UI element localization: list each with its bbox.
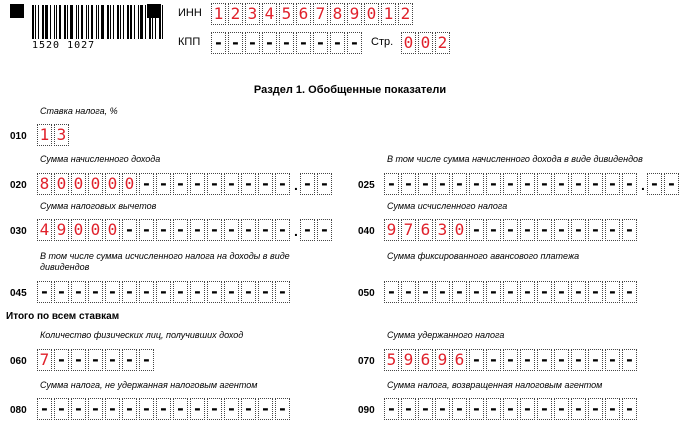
barcode-bar	[88, 5, 89, 39]
char-cell: -	[241, 219, 256, 241]
char-cell: -	[258, 173, 273, 195]
char-cell: -	[224, 398, 239, 420]
field-010-input[interactable]	[37, 124, 71, 146]
char-cell: -	[605, 349, 620, 371]
char-cell: -	[88, 349, 103, 371]
char-cell: -	[537, 398, 552, 420]
barcode-number: 1520 1027	[32, 40, 96, 51]
field-090-label: Сумма налога, возвращенная налоговым агентом	[387, 380, 603, 390]
char-cell: 4	[262, 3, 277, 25]
field-090-code: 090	[358, 405, 375, 416]
char-cell: -	[647, 173, 662, 195]
field-090-input[interactable]	[384, 398, 639, 420]
char-cell: 0	[71, 173, 86, 195]
inn-field[interactable]	[211, 3, 415, 25]
char-cell: -	[622, 173, 637, 195]
char-cell: -	[173, 281, 188, 303]
char-cell: 2	[228, 3, 243, 25]
char-cell: 9	[435, 349, 450, 371]
char-cell: -	[418, 398, 433, 420]
char-cell: 0	[364, 3, 379, 25]
char-cell: -	[313, 32, 328, 54]
char-cell: 0	[401, 32, 416, 54]
char-cell: 9	[384, 219, 399, 241]
char-cell: -	[520, 219, 535, 241]
char-cell: 2	[398, 3, 413, 25]
char-cell: -	[622, 219, 637, 241]
char-cell: -	[279, 32, 294, 54]
barcode-bar	[101, 5, 104, 39]
barcode-bar	[54, 5, 55, 39]
field-070-input[interactable]	[384, 349, 639, 371]
page-label: Стр.	[371, 36, 394, 48]
field-020-code: 020	[10, 180, 27, 191]
char-cell: -	[71, 349, 86, 371]
char-cell: -	[122, 349, 137, 371]
field-070-code: 070	[358, 356, 375, 367]
char-cell: 6	[296, 3, 311, 25]
char-cell: -	[330, 32, 345, 54]
char-cell: -	[224, 219, 239, 241]
char-cell: -	[122, 281, 137, 303]
char-cell: 9	[347, 3, 362, 25]
barcode-bar	[64, 5, 66, 39]
char-cell: -	[554, 219, 569, 241]
barcode-bar	[70, 5, 73, 39]
char-cell: -	[571, 349, 586, 371]
kpp-field[interactable]	[211, 32, 364, 54]
char-cell: 5	[279, 3, 294, 25]
char-cell: -	[384, 173, 399, 195]
char-cell: 1	[211, 3, 226, 25]
char-cell: -	[469, 398, 484, 420]
char-cell: -	[207, 173, 222, 195]
char-cell: 0	[452, 219, 467, 241]
barcode-bar	[81, 5, 83, 39]
char-cell: -	[105, 349, 120, 371]
char-cell: -	[88, 281, 103, 303]
char-cell: -	[173, 173, 188, 195]
char-cell: -	[317, 219, 332, 241]
char-cell: -	[537, 281, 552, 303]
char-cell: -	[139, 398, 154, 420]
char-cell: -	[54, 398, 69, 420]
char-cell: -	[156, 173, 171, 195]
char-cell: -	[664, 173, 679, 195]
char-cell: -	[105, 281, 120, 303]
char-cell: -	[486, 173, 501, 195]
char-cell: 0	[122, 173, 137, 195]
char-cell: -	[418, 281, 433, 303]
char-cell: -	[418, 173, 433, 195]
char-cell: -	[241, 173, 256, 195]
field-020-label: Сумма начисленного дохода	[40, 154, 161, 164]
char-cell: -	[469, 349, 484, 371]
char-cell: -	[258, 281, 273, 303]
inn-label: ИНН	[178, 7, 202, 19]
char-cell: -	[520, 349, 535, 371]
barcode-bar	[107, 5, 109, 39]
char-cell: -	[156, 281, 171, 303]
barcode-bar	[117, 5, 119, 39]
char-cell: -	[156, 219, 171, 241]
field-050-label: Сумма фиксированного авансового платежа	[387, 251, 580, 261]
char-cell: -	[571, 281, 586, 303]
char-cell: -	[469, 281, 484, 303]
field-060-input[interactable]	[37, 349, 156, 371]
char-cell: 9	[401, 349, 416, 371]
char-cell: -	[486, 219, 501, 241]
char-cell: 1	[381, 3, 396, 25]
barcode-bar	[50, 5, 51, 39]
barcode-bar	[91, 5, 93, 39]
char-cell: 0	[54, 173, 69, 195]
char-cell: -	[139, 281, 154, 303]
field-030-label: Сумма налоговых вычетов	[40, 201, 157, 211]
barcode-bars	[32, 5, 165, 39]
char-cell: -	[469, 219, 484, 241]
field-025-label: В том числе сумма начисленного дохода в виде дивидендов	[387, 154, 643, 164]
field-070-label: Сумма удержанного налога	[387, 330, 505, 340]
barcode-bar	[127, 5, 129, 39]
char-cell: -	[503, 281, 518, 303]
char-cell: -	[37, 398, 52, 420]
char-cell: -	[156, 398, 171, 420]
barcode-bar	[110, 5, 111, 39]
barcode-bar	[134, 5, 135, 39]
char-cell: -	[469, 173, 484, 195]
field-050-input[interactable]	[384, 281, 639, 303]
char-cell: -	[571, 173, 586, 195]
section-title: Раздел 1. Обобщенные показатели	[253, 84, 447, 96]
barcode-bar	[67, 5, 68, 39]
corner-marker-right	[147, 4, 161, 18]
char-cell: -	[190, 219, 205, 241]
char-cell: -	[401, 398, 416, 420]
char-cell: -	[173, 398, 188, 420]
barcode-bar	[59, 5, 61, 39]
barcode-bar	[140, 5, 143, 39]
barcode-bar	[32, 5, 34, 39]
char-cell: -	[139, 173, 154, 195]
field-060-label: Количество физических лиц, получивших доход	[40, 330, 244, 340]
char-cell: -	[571, 219, 586, 241]
char-cell: -	[554, 173, 569, 195]
char-cell: -	[605, 173, 620, 195]
char-cell: 7	[401, 219, 416, 241]
char-cell: -	[275, 398, 290, 420]
char-cell: 3	[435, 219, 450, 241]
char-cell: 2	[435, 32, 450, 54]
char-cell: -	[241, 281, 256, 303]
char-cell: -	[622, 281, 637, 303]
barcode-bar	[162, 5, 163, 39]
char-cell: -	[122, 398, 137, 420]
char-cell: -	[54, 281, 69, 303]
char-cell: 7	[37, 349, 52, 371]
char-cell: -	[190, 281, 205, 303]
char-cell: -	[401, 173, 416, 195]
page-number-field[interactable]	[401, 32, 452, 54]
barcode-bar	[120, 5, 121, 39]
field-010-code: 010	[10, 131, 27, 142]
barcode-bar	[145, 5, 146, 39]
char-cell: 5	[384, 349, 399, 371]
char-cell: -	[554, 349, 569, 371]
char-cell: -	[503, 173, 518, 195]
char-cell: -	[503, 349, 518, 371]
barcode-bar	[38, 5, 39, 39]
char-cell: -	[139, 219, 154, 241]
char-cell: -	[435, 398, 450, 420]
char-cell: -	[486, 398, 501, 420]
barcode-bar	[86, 5, 87, 39]
field-030-code: 030	[10, 226, 27, 237]
char-cell: 0	[88, 173, 103, 195]
char-cell: 9	[54, 219, 69, 241]
char-cell: -	[262, 32, 277, 54]
char-cell: 3	[54, 124, 69, 146]
char-cell: 4	[37, 219, 52, 241]
decimal-point: .	[641, 177, 645, 193]
barcode-bar	[98, 5, 99, 39]
char-cell: -	[452, 173, 467, 195]
char-cell: -	[211, 32, 226, 54]
char-cell: -	[554, 281, 569, 303]
char-cell: -	[207, 219, 222, 241]
field-040-input[interactable]	[384, 219, 639, 241]
barcode-bar	[45, 5, 48, 39]
field-080-input[interactable]	[37, 398, 292, 420]
field-080-code: 080	[10, 405, 27, 416]
char-cell: -	[622, 349, 637, 371]
char-cell: -	[605, 219, 620, 241]
char-cell: -	[588, 173, 603, 195]
barcode-bar	[130, 5, 132, 39]
char-cell: -	[190, 398, 205, 420]
barcode-bar	[113, 5, 114, 39]
char-cell: -	[605, 398, 620, 420]
char-cell: -	[71, 281, 86, 303]
char-cell: -	[258, 219, 273, 241]
char-cell: 6	[418, 219, 433, 241]
barcode-bar	[123, 5, 124, 39]
char-cell: -	[224, 173, 239, 195]
barcode-bar	[78, 5, 79, 39]
char-cell: -	[88, 398, 103, 420]
char-cell: -	[258, 398, 273, 420]
char-cell: -	[275, 281, 290, 303]
char-cell: -	[71, 398, 86, 420]
char-cell: -	[401, 281, 416, 303]
char-cell: 6	[452, 349, 467, 371]
barcode-bar	[96, 5, 97, 39]
char-cell: -	[520, 398, 535, 420]
field-040-code: 040	[358, 226, 375, 237]
char-cell: -	[486, 349, 501, 371]
barcode-bar	[138, 5, 139, 39]
char-cell: -	[37, 281, 52, 303]
char-cell: -	[224, 281, 239, 303]
char-cell: -	[452, 281, 467, 303]
char-cell: 0	[88, 219, 103, 241]
field-045-label: В том числе сумма исчисленного налога на доходы в виде дивидендов	[40, 251, 290, 272]
char-cell: 8	[330, 3, 345, 25]
char-cell: -	[571, 398, 586, 420]
field-010-label: Ставка налога, %	[40, 106, 118, 116]
barcode-bar	[35, 5, 36, 39]
subtotal-heading: Итого по всем ставкам	[6, 311, 120, 322]
char-cell: -	[503, 219, 518, 241]
field-045-code: 045	[10, 288, 27, 299]
char-cell: -	[139, 349, 154, 371]
char-cell: -	[173, 219, 188, 241]
decimal-point: .	[294, 177, 298, 193]
char-cell: -	[622, 398, 637, 420]
field-020-input[interactable]	[37, 173, 334, 195]
corner-marker-left	[10, 4, 24, 18]
field-040-label: Сумма исчисленного налога	[387, 201, 508, 211]
char-cell: -	[122, 219, 137, 241]
char-cell: -	[588, 281, 603, 303]
barcode-bar	[76, 5, 77, 39]
char-cell: -	[537, 219, 552, 241]
char-cell: -	[554, 398, 569, 420]
char-cell: -	[54, 349, 69, 371]
field-050-code: 050	[358, 288, 375, 299]
char-cell: -	[207, 398, 222, 420]
decimal-point: .	[294, 223, 298, 239]
char-cell: 0	[418, 32, 433, 54]
kpp-label: КПП	[178, 36, 201, 48]
field-060-code: 060	[10, 356, 27, 367]
char-cell: -	[228, 32, 243, 54]
field-045-input[interactable]	[37, 281, 292, 303]
char-cell: 6	[418, 349, 433, 371]
char-cell: 7	[313, 3, 328, 25]
char-cell: 3	[245, 3, 260, 25]
field-030-input[interactable]	[37, 219, 334, 241]
char-cell: -	[300, 219, 315, 241]
char-cell: -	[207, 281, 222, 303]
char-cell: -	[245, 32, 260, 54]
char-cell: -	[503, 398, 518, 420]
char-cell: -	[317, 173, 332, 195]
char-cell: 1	[37, 124, 52, 146]
char-cell: -	[347, 32, 362, 54]
char-cell: -	[605, 281, 620, 303]
char-cell: -	[300, 173, 315, 195]
char-cell: -	[452, 398, 467, 420]
char-cell: -	[384, 398, 399, 420]
char-cell: -	[520, 281, 535, 303]
char-cell: -	[520, 173, 535, 195]
char-cell: -	[588, 219, 603, 241]
char-cell: -	[275, 219, 290, 241]
char-cell: -	[241, 398, 256, 420]
barcode-bar	[42, 5, 44, 39]
char-cell: -	[435, 281, 450, 303]
char-cell: -	[275, 173, 290, 195]
barcode	[32, 5, 165, 51]
char-cell: 0	[105, 173, 120, 195]
barcode-bar	[56, 5, 57, 39]
char-cell: 0	[71, 219, 86, 241]
char-cell: -	[537, 349, 552, 371]
char-cell: -	[296, 32, 311, 54]
char-cell: -	[190, 173, 205, 195]
char-cell: -	[486, 281, 501, 303]
field-080-label: Сумма налога, не удержанная налоговым агентом	[40, 380, 258, 390]
field-025-code: 025	[358, 180, 375, 191]
char-cell: -	[588, 349, 603, 371]
char-cell: 0	[105, 219, 120, 241]
field-025-input[interactable]	[384, 173, 681, 195]
char-cell: 8	[37, 173, 52, 195]
char-cell: -	[435, 173, 450, 195]
char-cell: -	[105, 398, 120, 420]
char-cell: -	[588, 398, 603, 420]
char-cell: -	[537, 173, 552, 195]
char-cell: -	[384, 281, 399, 303]
